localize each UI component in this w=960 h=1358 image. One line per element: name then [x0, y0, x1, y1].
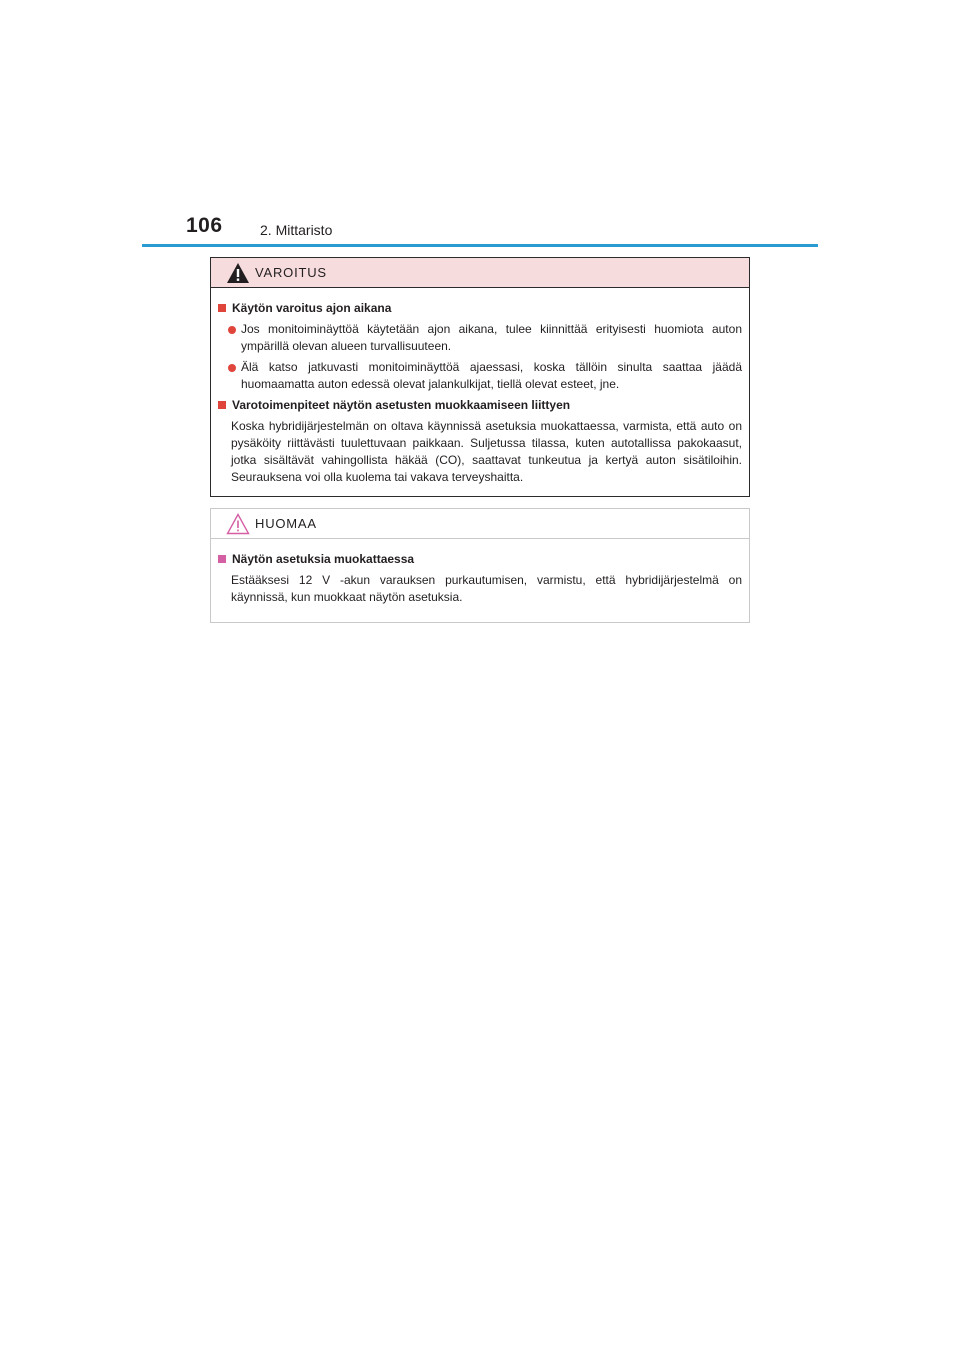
square-bullet-icon	[218, 401, 226, 409]
warning-bullet-1	[228, 321, 742, 355]
notice-body	[211, 539, 749, 606]
dot-bullet-icon	[228, 364, 236, 372]
notice-heading-1	[218, 551, 742, 568]
warning-heading-1-text: Käytön varoitus ajon aikana	[232, 301, 392, 315]
warning-bullet-1-text: Jos monitoiminäyttöä käytetään ajon aikana, tulee kiinnittää erityisesti huomiota auton ympärillä olevan alueen turvallisuuteen.	[241, 322, 742, 353]
section-title: 2. Mittaristo	[260, 222, 333, 238]
notice-box	[210, 508, 750, 623]
page-number: 106	[186, 214, 223, 237]
warning-box-header	[211, 258, 749, 288]
warning-heading-2	[218, 397, 742, 414]
header-rule	[142, 244, 818, 247]
warning-box	[210, 257, 750, 497]
notice-paragraph: Estääksesi 12 V -akun varauksen purkautumisen, varmistu, että hybridijärjestelmä on käynnissä, kun muokkaat näytön asetuksia.	[231, 573, 742, 604]
square-bullet-icon	[218, 555, 226, 563]
dot-bullet-icon	[228, 326, 236, 334]
page-header	[0, 0, 960, 250]
square-bullet-icon	[218, 304, 226, 312]
warning-paragraph: Koska hybridijärjestelmän on oltava käynnissä asetuksia muokattaessa, varmista, että auto on pysäköity riittävästi tuulettuvaan paikkaan. Suljetussa tilassa, kuten autotallissa pakokaasut, jotka sisältävät vahingollista häkää (CO), saattavat tunkeutua ja kertyä auton sisätiloihin. Seurauksena voi olla kuolema tai vakava terveyshaitta.	[231, 419, 742, 484]
warning-heading-2-text: Varotoimenpiteet näytön asetusten muokkaamiseen liittyen	[232, 398, 571, 412]
warning-heading-1	[218, 300, 742, 317]
warning-bullet-2	[228, 359, 742, 393]
notice-heading-1-text: Näytön asetuksia muokattaessa	[232, 552, 415, 566]
warning-title: VAROITUS	[255, 265, 327, 280]
warning-triangle-icon	[226, 262, 250, 284]
caution-triangle-outline-icon	[226, 513, 250, 535]
warning-bullet-2-text: Älä katso jatkuvasti monitoiminäyttöä ajaessasi, koska tällöin sinulta saattaa jäädä huomaamatta auton edessä olevat jalankulkijat, tiellä olevat esteet, jne.	[241, 360, 742, 391]
notice-box-header	[211, 509, 749, 539]
notice-title: HUOMAA	[255, 516, 317, 531]
warning-body	[211, 288, 749, 486]
